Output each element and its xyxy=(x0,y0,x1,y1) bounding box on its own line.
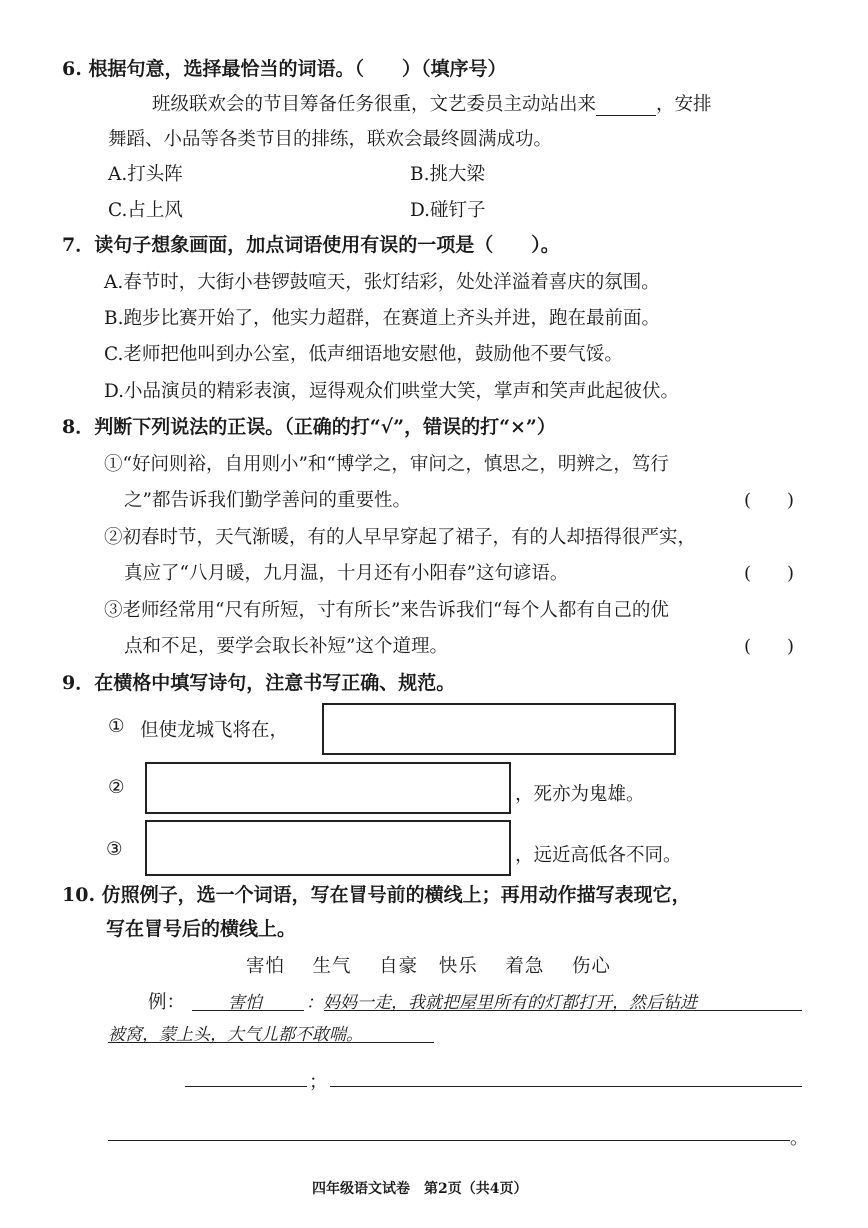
q8-item2-line1: ②初春时节，天气渐暖，有的人早早穿起了裙子，有的人却捂得很严实， xyxy=(104,527,697,548)
q10-answer-colon: ； xyxy=(309,1072,328,1093)
q9-num-1: ① xyxy=(108,716,125,737)
q9-line1-text: 但使龙城飞将在， xyxy=(140,720,289,741)
q10-example-text-line2: 被窝，蒙上头，大气儿都不敢喘。 xyxy=(108,1025,363,1045)
q7-option-c: C.老师把他叫到办公室，低声细语地安慰他，鼓励他不要气馁。 xyxy=(104,344,623,365)
q7-option-d: D.小品演员的精彩表演，逗得观众们哄堂大笑，掌声和笑声此起彼伏。 xyxy=(104,381,680,402)
q6-option-a: A.打头阵 xyxy=(108,164,183,185)
q6-blank[interactable] xyxy=(596,97,656,116)
q8-item2-line2: 真应了“八月暖，九月温，十月还有小阳春”这句谚语。 xyxy=(124,563,569,584)
q10-example-label: 例： xyxy=(148,992,186,1013)
q10-answer-line1[interactable] xyxy=(330,1086,802,1087)
q8-item3-line2: 点和不足，要学会取长补短”这个道理。 xyxy=(124,636,448,657)
q9-num-2: ② xyxy=(108,777,125,798)
q10-answer-end: 。 xyxy=(790,1128,809,1149)
q10-word-4: 快乐 xyxy=(438,956,478,977)
q6-option-c: C.占上风 xyxy=(108,200,183,221)
q8-title: 8．判断下列说法的正误。（正确的打“√”，错误的打“×”） xyxy=(62,416,556,438)
q8-item1-line1: ①“好问则裕，自用则小”和“博学之，审问之，慎思之，明辨之，笃行 xyxy=(104,454,669,475)
q9-num-3: ③ xyxy=(106,839,123,860)
q10-example-line2 xyxy=(108,1042,434,1043)
q7-option-b: B.跑步比赛开始了，他实力超群，在赛道上齐头并进，跑在最前面。 xyxy=(104,308,660,329)
page-footer: 四年级语文试卷 第2页（共4页） xyxy=(312,1181,528,1197)
q10-title-line1: 10. 仿照例子，选一个词语，写在冒号前的横线上；再用动作描写表现它， xyxy=(62,884,691,906)
q10-answer-line2[interactable] xyxy=(108,1140,790,1141)
q6-stem-a: 班级联欢会的节目筹备任务很重，文艺委员主动站出来 xyxy=(152,94,597,115)
q6-stem-line2: 舞蹈、小品等各类节目的排练，联欢会最终圆满成功。 xyxy=(108,129,553,150)
q10-example-text-line1: ：妈妈一走，我就把屋里所有的灯都打开，然后钻进 xyxy=(306,993,697,1013)
q6-stem-line1 xyxy=(152,90,712,116)
q8-item1-line2: 之”都告诉我们勤学善问的重要性。 xyxy=(124,490,411,511)
q8-item3-answer[interactable]: ( ) xyxy=(744,636,795,657)
q9-answer-box-2[interactable] xyxy=(145,762,511,814)
q10-word-1: 害怕 xyxy=(246,956,286,977)
q7-title: 7．读句子想象画面，加点词语使用有误的一项是（ ）。 xyxy=(62,234,560,256)
q6-stem-b: ，安排 xyxy=(656,94,712,115)
q10-word-list xyxy=(246,952,611,978)
q9-line2-text: ，死亦为鬼雄。 xyxy=(515,784,645,805)
q8-item3-line1: ③老师经常用“尺有所短，寸有所长”来告诉我们“每个人都有自己的优 xyxy=(104,600,669,621)
q9-line3-text: ，远近高低各不同。 xyxy=(515,845,682,866)
q10-title-line2: 写在冒号后的横线上。 xyxy=(106,918,297,940)
q10-word-3: 自豪 xyxy=(379,956,419,977)
q10-word-5: 着急 xyxy=(505,956,545,977)
q10-example-line1 xyxy=(324,1010,802,1011)
q8-item1-answer[interactable]: ( ) xyxy=(744,490,795,511)
q9-answer-box-3[interactable] xyxy=(145,820,511,876)
q10-word-6: 伤心 xyxy=(571,956,611,977)
q10-example-word: 害怕 xyxy=(228,993,262,1013)
q7-option-a: A.春节时，大街小巷锣鼓喧天，张灯结彩，处处洋溢着喜庆的氛围。 xyxy=(104,272,660,293)
q9-answer-box-1[interactable] xyxy=(322,703,676,755)
q6-option-b: B.挑大梁 xyxy=(410,164,485,185)
q9-title: 9．在横格中填写诗句，注意书写正确、规范。 xyxy=(62,672,456,694)
q6-title: 6. 根据句意，选择最恰当的词语。（ ）（填序号） xyxy=(62,58,507,80)
q8-item2-answer[interactable]: ( ) xyxy=(744,563,795,584)
q10-answer-word-line[interactable] xyxy=(185,1086,307,1087)
q6-option-d: D.碰钉子 xyxy=(410,200,486,221)
q10-word-2: 生气 xyxy=(312,956,352,977)
